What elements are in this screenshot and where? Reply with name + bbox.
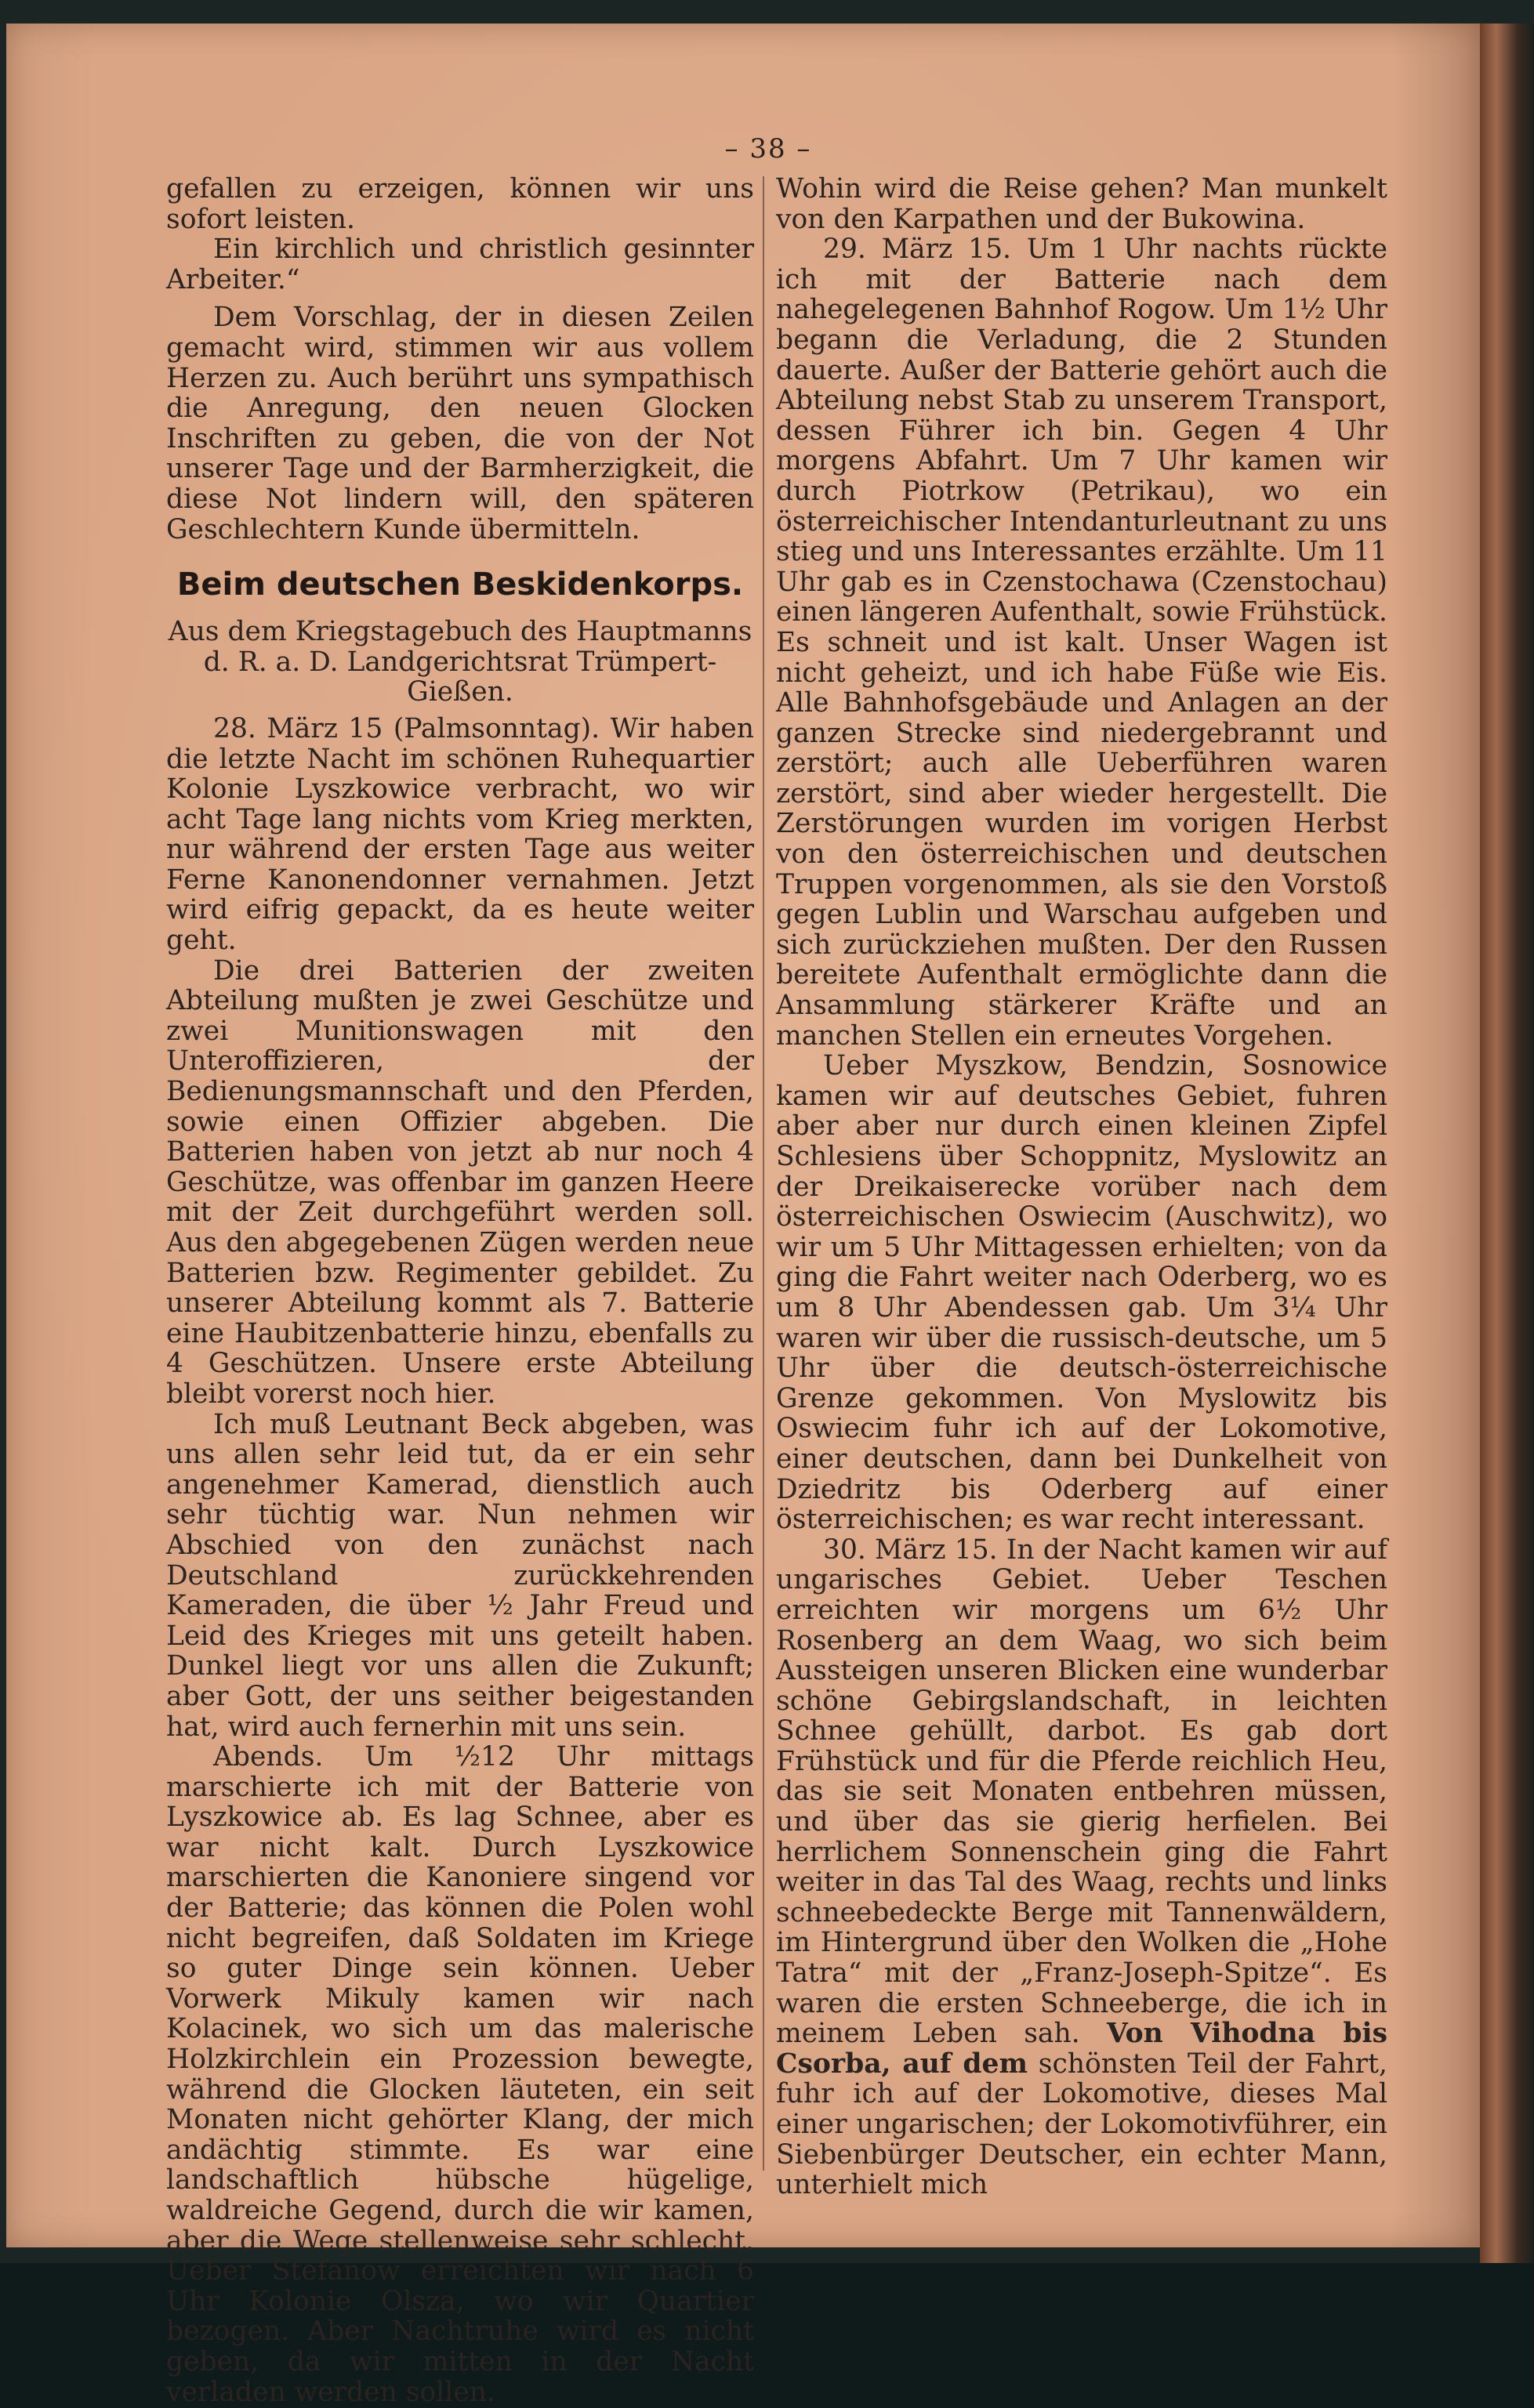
article-paragraph (776, 1535, 1387, 2200)
article-paragraph: 28. März 15 (Palmsonntag). Wir haben die letzte Nacht im schönen Ruhequartier Kolonie Lyszkowice verbracht, wo wir acht Tage lang nichts vom Krieg merkten, nur während der ersten Tage aus weiter Ferne Kanonendonner vernahmen. Jetzt wird eifrig gepackt, da es heute weiter geht. (166, 712, 754, 957)
article-paragraph: 29. März 15. Um 1 Uhr nachts rückte ich mit der Batterie nach dem nahegelegenen Bahnhof Rogow. Um 1½ Uhr begann die Verladung, die 2 Stunden dauerte. Außer der Batterie gehört auch die Abteilung nebst Stab zu unserem Transport, dessen Führer ich bin. Gegen 4 Uhr morgens Abfahrt. Um 7 Uhr kamen wir durch Piotrkow (Petrikau), wo ein österreichischer Intendanturleutnant zu uns stieg und uns Interessantes erzählte. Um 11 Uhr gab es in Czenstochawa (Czenstochau) einen längeren Aufenthalt, sowie Frühstück. Es schneit und ist kalt. Unser Wagen ist nicht geheizt, und ich habe Füße wie Eis. Alle Bahnhofsgebäude und Anlagen an der ganzen Strecke sind niedergebrannt und zerstört; auch alle Ueberführen waren zerstört, sind aber wieder hergestellt. Die Zerstörungen wurden im vorigen Herbst von den österreichischen und deutschen Truppen vorgenommen, als sie den Vorstoß gegen Lublin und Warschau aufgeben und sich zurückziehen mußten. Der den Russen bereitete Aufenthalt ermöglichte dann die Ansammlung stärkerer Kräfte und an manchen Stellen ein erneutes Vorgehen. (776, 234, 1387, 1052)
column-divider (763, 176, 764, 2171)
article-source: Aus dem Kriegstagebuch des Hauptmanns d. R. a. D. Landgerichtsrat Trümpert-Gießen. (168, 616, 752, 708)
article-paragraph: Die drei Batterien der zweiten Abteilung mußten je zwei Geschütze und zwei Munitionswagen mit den Unteroffizieren, der Bedienungsmannschaft und den Pferden, sowie einen Offizier abgeben. Die Batterien haben von jetzt ab nur noch 4 Geschütze, was offenbar im ganzen Heere mit der Zeit durchgeführt werden soll. Aus den abgegebenen Zügen werden neue Batterien bzw. Regimenter gebildet. Zu unserer Abteilung kommt als 7. Batterie eine Haubitzenbatterie hinzu, ebenfalls zu 4 Geschützen. Unsere erste Abteilung bleibt vorerst noch hier. (166, 954, 754, 1410)
intro-paragraph-1: gefallen zu erzeigen, können wir uns sofort leisten. (166, 173, 754, 235)
bold-place-names: Von Vihodna bis Csorba, auf dem (776, 2018, 1387, 2080)
article-heading: Beim deutschen Beskidenkorps. (176, 567, 744, 603)
intro-paragraph-2: Dem Vorschlag, der in diesen Zeilen gemacht wird, stimmen wir aus vollem Herzen zu. Auch berührt uns sympathisch die Anregung, den neuen Glocken Inschriften zu geben, die von der Not unserer Tage und der Barmherzigkeit, die diese Not lindern will, den späteren Geschlechtern Kunde übermitteln. (166, 302, 754, 545)
article-paragraph: Ueber Myszkow, Bendzin, Sosnowice kamen wir auf deutsches Gebiet, fuhren aber aber nur durch einen kleinen Zipfel Schlesiens über Schoppnitz, Myslowitz an der Dreikaiserecke vorüber nach dem österreichischen Oswiecim (Auschwitz), wo wir um 5 Uhr Mittagessen erhielten; von da ging die Fahrt weiter nach Oderberg, wo es um 8 Uhr Abendessen gab. Um 3¼ Uhr waren wir über die russisch-deutsche, um 5 Uhr über die deutsch-österreichische Grenze gekommen. Von Myslowitz bis Oswiecim fuhr ich auf der Lokomotive, einer deutschen, dann bei Dunkelheit von Dziedritz bis Oderberg auf einer österreichischen; es war recht interessant. (776, 1050, 1387, 1536)
left-column (166, 174, 754, 2407)
article-paragraph: Wohin wird die Reise gehen? Man munkelt von den Karpathen und der Bukowina. (776, 173, 1387, 235)
right-column (776, 174, 1387, 2200)
book-spine (1480, 24, 1534, 2263)
paragraph-text: schönsten Teil der Fahrt, fuhr ich auf der Lokomotive, dieses Mal einer ungarischen; der Lokomotivführer, ein Siebenbürger Deutscher, ein echter Mann, unterhielt mich (776, 2048, 1388, 2201)
paragraph-text: 30. März 15. In der Nacht kamen wir auf ungarisches Gebiet. Ueber Teschen erreichten wir morgens um 6½ Uhr Rosenberg an dem Waag, wo sich beim Aussteigen unseren Blicken eine wunderbar schöne Gebirgslandschaft, in leichten Schnee gehüllt, darbot. Es gab dort Frühstück und für die Pferde reichlich Heu, das sie seit Monaten entbehren müssen, und über das sie gierig herfielen. Bei herrlichem Sonnenschein ging die Fahrt weiter in das Tal des Waag, rechts und links schneebedeckte Berge mit Tannenwäldern, im Hintergrund über den Wolken die „Hohe Tatra“ mit der „Franz-Joseph-Spitze“. Es waren die ersten Schneeberge, die ich in meinem Leben sah. (776, 1534, 1387, 2050)
article-paragraph: Ich muß Leutnant Beck abgeben, was uns allen sehr leid tut, da er ein sehr angenehmer Kamerad, dienstlich auch sehr tüchtig war. Nun nehmen wir Abschied von den zunächst nach Deutschland zurückkehrenden Kameraden, die über ½ Jahr Freud und Leid des Krieges mit uns geteilt haben. Dunkel liegt vor uns allen die Zukunft; aber Gott, der uns seither beigestanden hat, wird auch fernerhin mit uns sein. (166, 1408, 754, 1743)
intro-signature: Ein kirchlich und christlich gesinnter Arbeiter.“ (166, 234, 754, 295)
article-paragraph: Abends. Um ½12 Uhr mittags marschierte ich mit der Batterie von Lyszkowice ab. Es lag Schnee, aber es war nicht kalt. Durch Lyszkowice marschierten die Kanoniere singend vor der Batterie; das können die Polen wohl nicht begreifen, daß Soldaten im Kriege so guter Dinge sein können. Ueber Vorwerk Mikuly kamen wir nach Kolacinek, wo sich um das malerische Holzkirchlein ein Prozession bewegte, während die Glocken läuteten, ein seit Monaten nicht gehörter Klang, der mich andächtig stimmte. Es war eine landschaftlich hübsche hügelige, waldreiche Gegend, durch die wir kamen, aber die Wege stellenweise sehr schlecht. Ueber Stefanow erreichten wir nach 6 Uhr Kolonie Olsza, wo wir Quartier bezogen. Aber Nachtruhe wird es nicht geben, da wir mitten in der Nacht verladen werden sollen. (166, 1741, 754, 2408)
page-number: – 38 – (724, 133, 812, 165)
